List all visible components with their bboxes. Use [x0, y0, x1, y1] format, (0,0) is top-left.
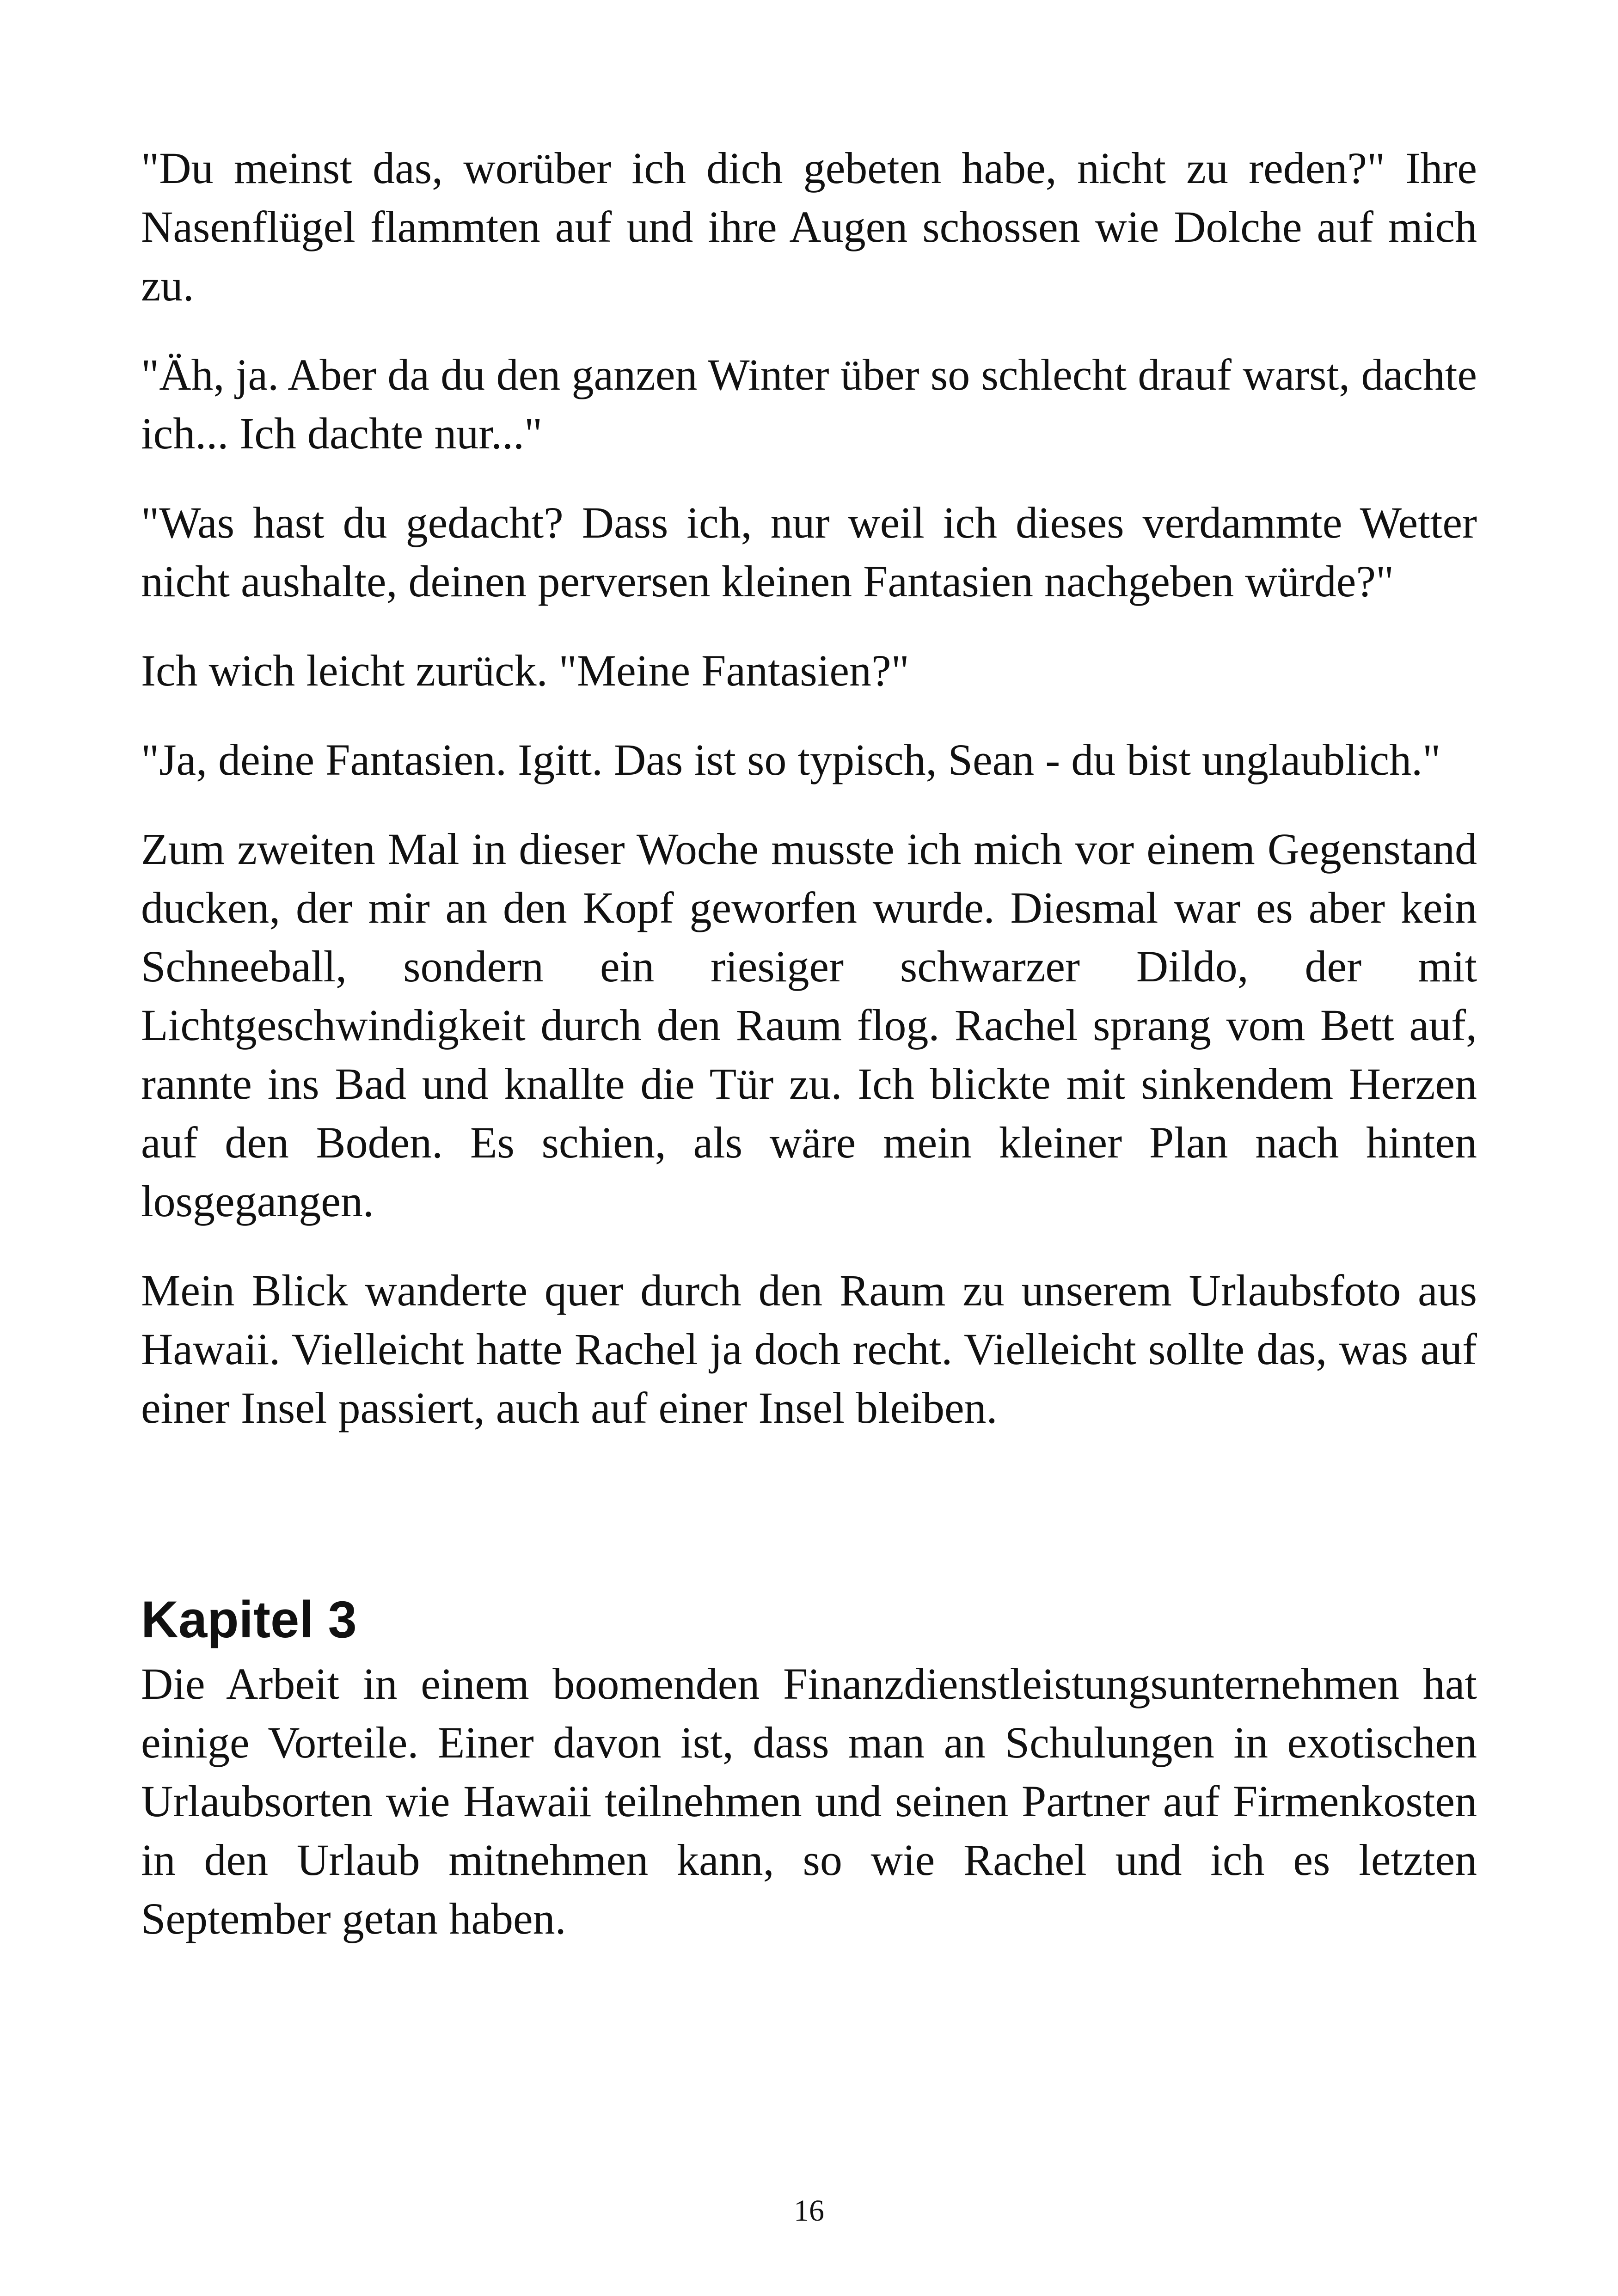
paragraph: "Du meinst das, worüber ich dich gebeten habe, nicht zu reden?" Ihre Nasenflügel flammten auf und ihre Augen schossen wie Dolche auf mich zu. [141, 143, 1477, 310]
paragraph: Zum zweiten Mal in dieser Woche musste ich mich vor einem Gegenstand ducken, der mir an den Kopf geworfen wurde. Diesmal war es aber kein Schneeball, sondern ein riesiger schwarzer Dildo, der mit Lichtgeschwindigkeit durch den Raum flog. Rachel sprang vom Bett auf, rannte ins Bad und knallte die Tür zu. Ich blickte mit sinkendem Herzen auf den Boden. Es schien, als wäre mein kleiner Plan nach hinten losgegangen. [141, 824, 1477, 1226]
paragraph: Mein Blick wanderte quer durch den Raum zu unserem Urlaubsfoto aus Hawaii. Vielleicht hatte Rachel ja doch recht. Vielleicht sollte das, was auf einer Insel passiert, auch auf einer Insel bleiben. [141, 1266, 1477, 1433]
chapter-paragraph: Die Arbeit in einem boomenden Finanzdienstleistungsunternehmen hat einige Vorteile. Einer davon ist, dass man an Schulungen in exotischen Urlaubsorten wie Hawaii teilnehmen und seinen Partner auf Firmenkosten in den Urlaub mitnehmen kann, so wie Rachel und ich es letzten September getan haben. [141, 1659, 1477, 1943]
page-body [141, 139, 1477, 1978]
chapter-heading: Kapitel 3 [141, 1591, 357, 1648]
paragraph: "Ja, deine Fantasien. Igitt. Das ist so typisch, Sean - du bist unglaublich." [141, 735, 1441, 784]
page-number: 16 [794, 2194, 824, 2228]
paragraph: Ich wich leicht zurück. "Meine Fantasien?" [141, 646, 909, 695]
paragraph: "Was hast du gedacht? Dass ich, nur weil ich dieses verdammte Wetter nicht aushalte, deinen perversen kleinen Fantasien nachgeben würde?" [141, 498, 1477, 606]
paragraph: "Äh, ja. Aber da du den ganzen Winter über so schlecht drauf warst, dachte ich... Ich dachte nur..." [141, 350, 1477, 458]
